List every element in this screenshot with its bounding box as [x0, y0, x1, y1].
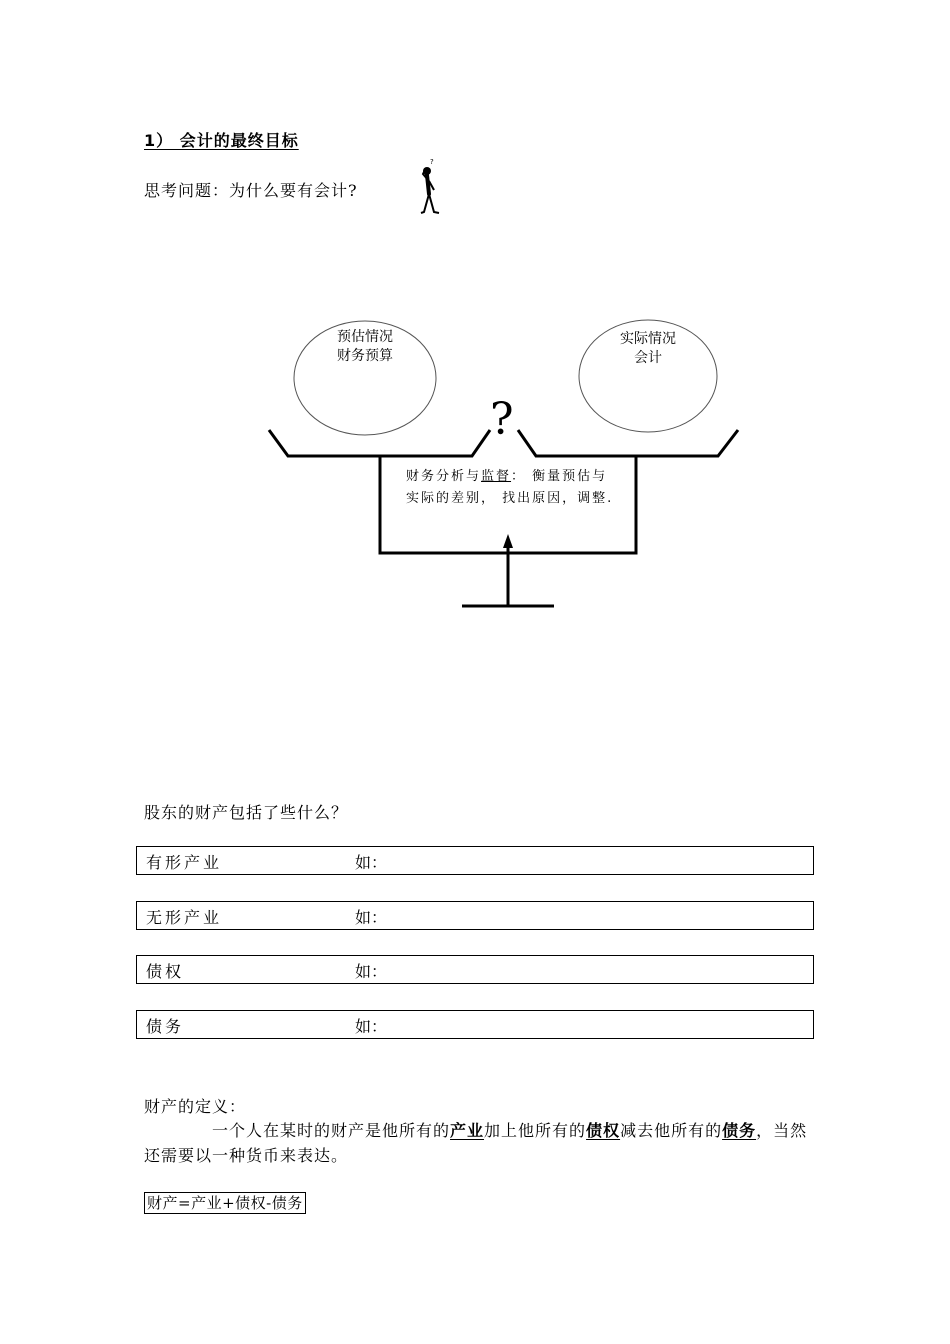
- question-mark: ?: [490, 394, 514, 445]
- asset-row-credit: [136, 955, 814, 984]
- definition-title: 财产的定义：: [144, 1097, 247, 1116]
- analysis-text: 财务分析与监督： 衡量预估与实际的差别， 找出原因，调整.: [406, 469, 614, 506]
- section-title: 1） 会计的最终目标: [144, 131, 299, 150]
- definition-body: 一个人在某时的财产是他所有的产业加上他所有的债权减去他所有的债务，当然还需要以一种货币来表达。: [144, 1121, 808, 1165]
- row-label: 债权: [146, 962, 185, 981]
- asset-row-intangible: [136, 901, 814, 930]
- right-scale-pan: [518, 430, 738, 456]
- assets-question: 股东的财产包括了些什么？: [144, 803, 349, 822]
- row-label: 债务: [146, 1017, 185, 1036]
- asset-row-tangible: [136, 846, 814, 875]
- property-formula: 财产=产业+债权-债务: [144, 1192, 306, 1214]
- row-example: 如：: [355, 853, 388, 872]
- row-example: 如：: [355, 908, 388, 927]
- svg-text:?: ?: [430, 158, 434, 166]
- row-label: 有形产业: [146, 853, 223, 872]
- row-example: 如：: [355, 962, 388, 981]
- up-arrow-icon: [503, 534, 513, 548]
- thinking-question: 思考问题：为什么要有会计?: [144, 181, 358, 200]
- actual-label: 实际情况 会计: [620, 331, 676, 366]
- asset-row-debt: [136, 1010, 814, 1039]
- row-example: 如：: [355, 1017, 388, 1036]
- row-label: 无形产业: [146, 908, 223, 927]
- estimate-label: 预估情况 财务预算: [337, 329, 393, 364]
- thinking-person-icon: [410, 156, 450, 218]
